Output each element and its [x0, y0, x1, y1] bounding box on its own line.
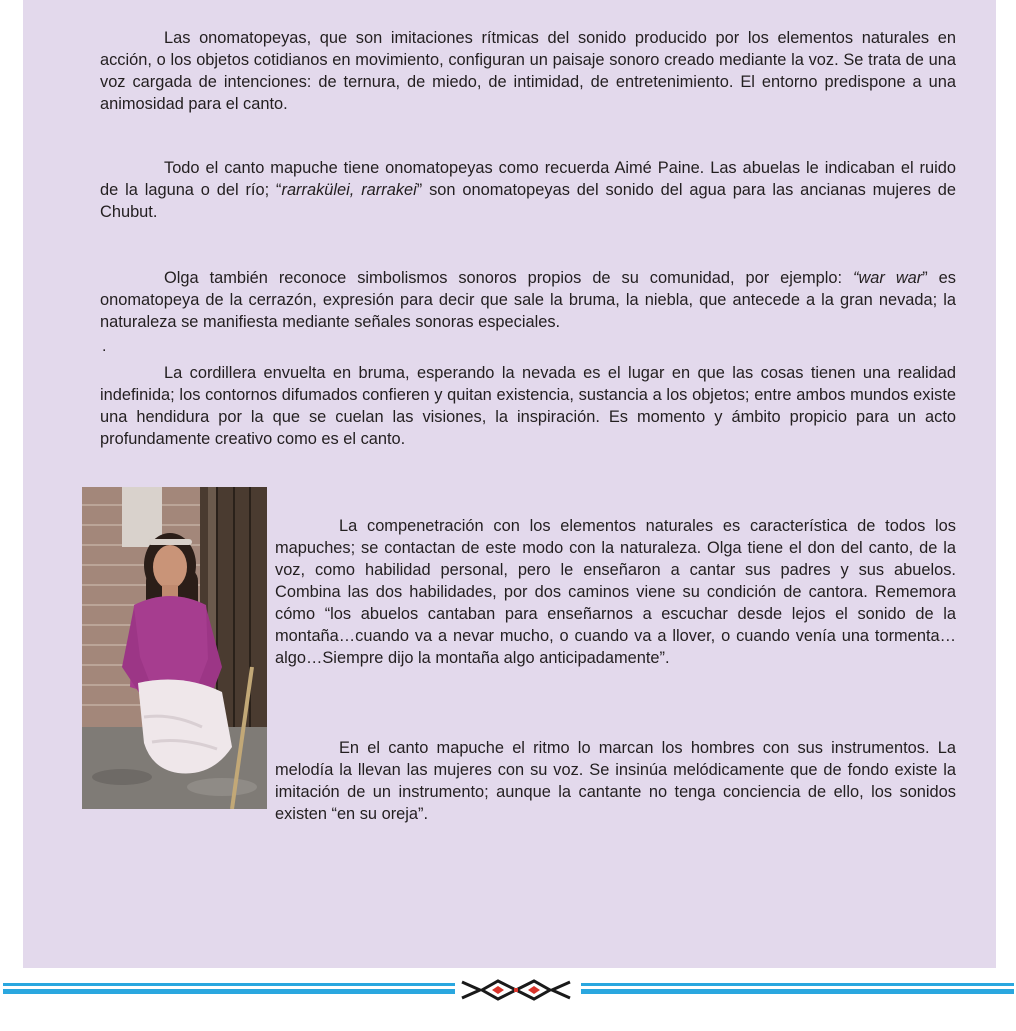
paragraph-onomatopeyas: Las onomatopeyas, que son imitaciones rítmicas del sonido producido por los elementos naturales en acción, o los objetos cotidianos en movimiento, configuran un paisaje sonoro creado mediante la voz. Se trata de una voz cargada de intenciones: de ternura, de miedo, de intimidad, de entretenimiento. El entorno predispone a una animosidad para el canto.	[100, 29, 956, 113]
italic-onomatopeya: rarrakülei, rarrakei	[281, 181, 417, 199]
paragraph-ritmo: En el canto mapuche el ritmo lo marcan los hombres con sus instrumentos. La melodía la llevan las mujeres con su voz. Se insinúa melódicamente que de fondo existe la imitación de un instrumento; aunque la cantante no tenga conciencia de ello, los sonidos existen “en su oreja”.	[275, 739, 956, 823]
footer-rule-right	[581, 983, 1014, 997]
stray-dot: .	[102, 338, 107, 355]
paragraph-canto-mapuche: Todo el canto mapuche tiene onomatopeyas como recuerda Aimé Paine. Las abuelas le indicaban el ruido de la laguna o del río; “rarrakülei, rarrakei” son onomatopeyas del sonido del agua para las ancianas mujeres de Chubut.	[100, 159, 957, 221]
paragraph-compenetracion: La compenetración con los elementos naturales es característica de todos los mapuches; se contactan de este modo con la naturaleza. Olga tiene el don del canto, de la voz, como habilidad personal, pero le enseñaron a cantar sus padres y sus abuelos. Combina las dos habilidades, por dos caminos viene su condición de cantora. Rememora cómo “los abuelos cantaban para enseñarnos a escuchar desde lejos el sonido de la montaña…cuando va a nevar mucho, o cuando va a llover, o cuando venía una tormenta…algo…Siempre dijo la montaña algo anticipadamente”.	[275, 517, 956, 667]
woman-seated-photo	[82, 487, 267, 809]
footer-rule-left	[3, 983, 455, 997]
italic-war-war: “war war	[853, 269, 923, 287]
mapuche-pattern-ornament-icon	[460, 977, 572, 1008]
paragraph-simbolismos: Olga también reconoce simbolismos sonoros propios de su comunidad, por ejemplo: “war war” es onomatopeya de la cerrazón, expresión para decir que sale la bruma, la niebla, que antecede a la gran nevada; la naturaleza se manifiesta mediante señales sonoras especiales.	[100, 269, 956, 331]
paragraph-cordillera: La cordillera envuelta en bruma, esperando la nevada es el lugar en que las cosas tienen una realidad indefinida; los contornos difumados confieren y quitan existencia, sustancia a los objetos; entre ambos mundos existe una hendidura por la que se cuelan las visiones, la inspiración. Es momento y ámbito propicio para un acto profundamente creativo como es el canto.	[100, 364, 956, 448]
